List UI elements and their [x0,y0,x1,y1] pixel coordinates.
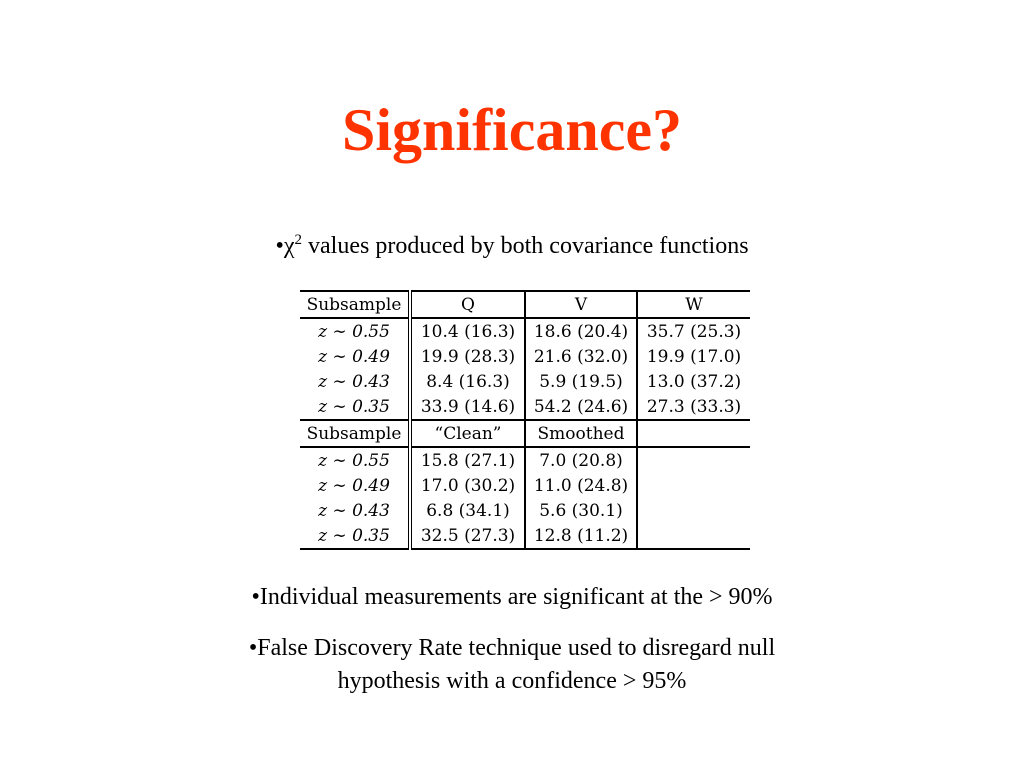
table-cell: z ∼ 0.55 [300,447,410,473]
table-row [300,473,750,498]
table-cell: z ∼ 0.43 [300,498,410,523]
table-cell: 12.8 (11.2) [525,523,637,549]
table-cell: 8.4 (16.3) [410,369,525,394]
bullet-chi-text: values produced by both covariance functions [302,233,749,259]
table-cell: 33.9 (14.6) [410,394,525,420]
header-cell: V [525,291,637,318]
bullet-chi-squared [0,230,1024,263]
subheader-cell: Smoothed [525,420,637,447]
table-cell: 54.2 (24.6) [525,394,637,420]
table-cell: z ∼ 0.35 [300,523,410,549]
table-cell: z ∼ 0.49 [300,344,410,369]
table-cell: 19.9 (28.3) [410,344,525,369]
table-cell: z ∼ 0.55 [300,318,410,344]
table-cell: 5.9 (19.5) [525,369,637,394]
bullet-chi-prefix: •χ [275,233,295,259]
subheader-cell: “Clean” [410,420,525,447]
bullet-fdr-line2: hypothesis with a confidence > 95% [337,668,687,694]
header-cell: Subsample [300,291,410,318]
table-row [300,369,750,394]
table-row [300,523,750,549]
results-table [300,290,750,550]
table-cell: 11.0 (24.8) [525,473,637,498]
table-cell [637,473,750,498]
table-cell [637,498,750,523]
table-cell: z ∼ 0.35 [300,394,410,420]
table-cell: 35.7 (25.3) [646,321,742,342]
subheader-cell [637,420,750,447]
table-cell: 19.9 (17.0) [646,346,742,367]
table-row [300,344,750,369]
table-row [300,498,750,523]
header-cell: W [637,291,750,318]
bullet-significance: •Individual measurements are significant at the > 90% [251,584,773,610]
table-cell: 10.4 (16.3) [410,318,525,344]
table-row [300,318,750,344]
table-cell: 13.0 (37.2) [646,371,742,392]
table-cell: 32.5 (27.3) [410,523,525,549]
header-cell: Q [410,291,525,318]
table-header-row [300,291,750,318]
table-cell: 5.6 (30.1) [525,498,637,523]
bullet-false-discovery-rate [0,632,1024,698]
table-row [300,447,750,473]
table-row [300,394,750,420]
chi-squared-table [300,290,750,545]
chi-superscript: 2 [294,232,303,248]
table-cell: z ∼ 0.49 [300,473,410,498]
subheader-cell: Subsample [300,420,410,447]
slide-title: Significance? [342,97,682,163]
table-cell: 17.0 (30.2) [410,473,525,498]
bullet-fdr-line1: •False Discovery Rate technique used to disregard null [248,635,776,661]
table-cell [637,523,750,549]
table-cell: z ∼ 0.43 [300,369,410,394]
table-cell [637,447,750,473]
table-subheader-row [300,420,750,447]
table-cell: 21.6 (32.0) [525,344,637,369]
table-cell: 27.3 (33.3) [646,396,742,417]
table-cell: 15.8 (27.1) [410,447,525,473]
table-cell: 6.8 (34.1) [410,498,525,523]
table-cell: 18.6 (20.4) [525,318,637,344]
table-cell: 7.0 (20.8) [525,447,637,473]
